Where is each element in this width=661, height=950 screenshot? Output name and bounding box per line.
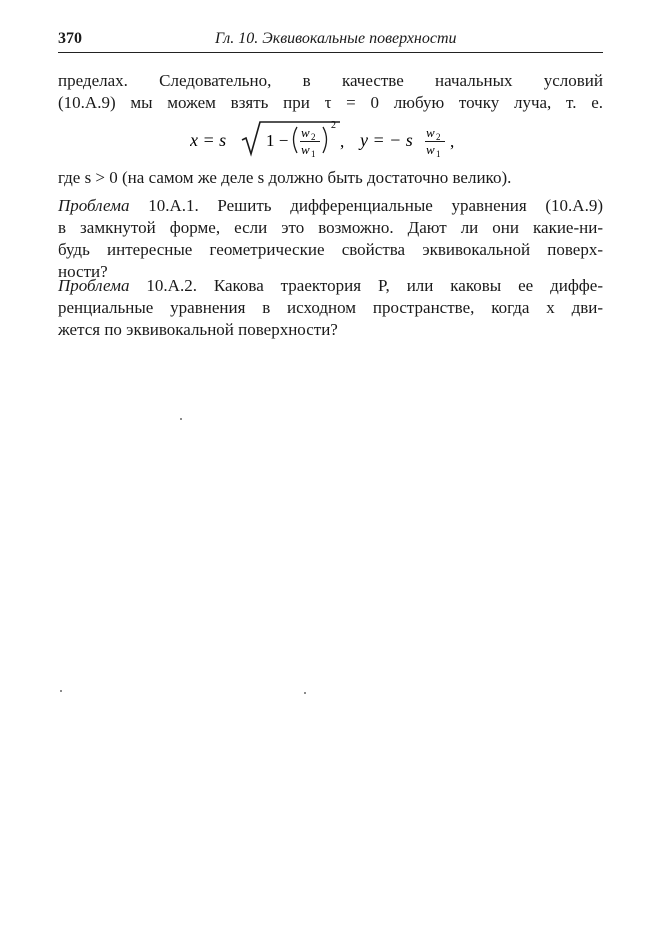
y-fraction-numerator-sub: 2 bbox=[436, 132, 441, 142]
text-line: пределах. Следовательно, в качестве начальных условий bbox=[58, 71, 603, 90]
header-rule bbox=[58, 52, 603, 53]
running-head bbox=[58, 28, 603, 52]
scan-speck bbox=[60, 690, 62, 692]
fraction-denominator-w: w bbox=[301, 142, 310, 157]
problem-label: Проблема bbox=[58, 196, 130, 215]
text-line: будь интересные геометрические свойства эквивокальной поверх- bbox=[58, 240, 603, 259]
comma-end: , bbox=[450, 132, 455, 151]
text-line: жется по эквивокальной поверхности? bbox=[58, 320, 338, 339]
comma: , bbox=[340, 132, 345, 151]
text-line: ности? bbox=[58, 262, 108, 281]
scan-speck bbox=[304, 692, 306, 694]
text-line: где s > 0 (на самом же деле s должно быть достаточно велико). bbox=[58, 168, 512, 187]
paragraph-problem-2 bbox=[58, 275, 603, 341]
fraction-numerator-sub: 2 bbox=[311, 132, 316, 142]
text-line: ренциальные уравнения в исходном пространстве, когда x дви- bbox=[58, 298, 603, 317]
formula-one-minus: 1 − bbox=[266, 131, 289, 150]
y-fraction-denominator-w: w bbox=[426, 142, 435, 157]
formula-y-lhs: y = − s bbox=[360, 130, 413, 150]
text-line: в замкнутой форме, если это возможно. Дают ли они какие-ни- bbox=[58, 218, 603, 237]
formula-x-lhs: x = s bbox=[190, 130, 227, 150]
text-line bbox=[58, 195, 603, 217]
paragraph-problem-1 bbox=[58, 195, 603, 283]
text-line bbox=[58, 275, 603, 297]
chapter-title: Гл. 10. Эквивокальные поверхности bbox=[215, 30, 457, 47]
formula-svg bbox=[190, 118, 490, 160]
fraction-numerator-w: w bbox=[301, 125, 310, 140]
y-fraction-denominator-sub: 1 bbox=[436, 149, 441, 159]
text-line: (10.A.9) мы можем взять при τ = 0 любую точку луча, т. е. bbox=[58, 93, 603, 112]
formula-initial-point bbox=[190, 118, 490, 160]
exponent: 2 bbox=[331, 120, 336, 131]
right-paren bbox=[323, 127, 327, 153]
fraction-denominator-sub: 1 bbox=[311, 149, 316, 159]
scan-speck bbox=[180, 418, 182, 420]
problem-text: 10.A.1. Решить дифференциальные уравнения (10.A.9) bbox=[129, 196, 603, 215]
problem-label: Проблема bbox=[58, 276, 130, 295]
y-fraction-numerator-w: w bbox=[426, 125, 435, 140]
paragraph-s-condition bbox=[58, 167, 603, 189]
page-number: 370 bbox=[58, 30, 82, 47]
left-paren bbox=[294, 127, 298, 153]
paragraph-initial-conditions bbox=[58, 70, 603, 114]
problem-text: 10.A.2. Какова траектория P, или каковы ее диффе- bbox=[129, 276, 603, 295]
